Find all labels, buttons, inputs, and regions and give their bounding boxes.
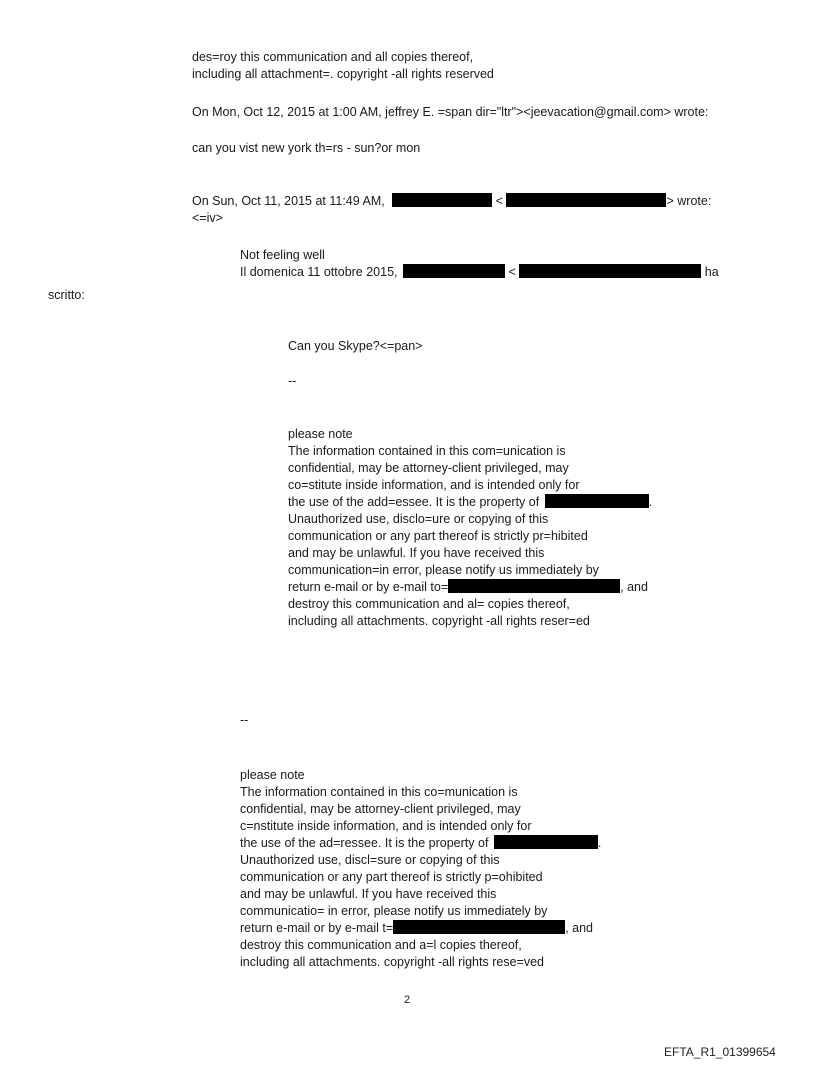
notice-line	[240, 920, 593, 936]
notice-line: please note	[240, 768, 305, 782]
page-number: 2	[404, 994, 411, 1006]
notice-line: communicatio= in error, please notify us immediately by	[240, 904, 548, 918]
notice-line: confidential, may be attorney-client privileged, may	[240, 802, 521, 816]
notice-line: confidential, may be attorney-client privileged, may	[288, 461, 569, 475]
notice-line: The information contained in this co=munication is	[240, 785, 518, 799]
document-id-footer: EFTA_R1_01399654	[664, 1045, 776, 1059]
notice-line: communication or any part thereof is strictly pr=hibited	[288, 529, 588, 543]
notice-line	[288, 579, 648, 595]
notice-line: destroy this communication and al= copies thereof,	[288, 597, 570, 611]
redaction-box	[519, 264, 701, 278]
message-body: Not feeling well	[240, 248, 325, 262]
text-line: scritto:	[48, 288, 85, 302]
text-line: des=roy this communication and all copies thereof,	[192, 50, 474, 64]
message-body: can you vist new york th=rs - sun?or mon	[192, 141, 421, 155]
notice-line: and may be unlawful. If you have received this	[240, 887, 497, 901]
notice-line: communication or any part thereof is strictly p=ohibited	[240, 870, 543, 884]
notice-text: .	[597, 836, 602, 850]
notice-line: communication=in error, please notify us immediately by	[288, 563, 599, 577]
notice-line: The information contained in this com=unication is	[288, 444, 566, 458]
notice-text: .	[648, 495, 653, 509]
redaction-box	[393, 920, 565, 934]
text-line: <=iv>	[192, 211, 223, 225]
notice-line: please note	[288, 427, 353, 441]
header-text: Il domenica 11 ottobre 2015,	[240, 265, 398, 279]
notice-text: the use of the ad=ressee. It is the property of	[240, 836, 489, 850]
header-text: <	[508, 265, 516, 279]
redaction-box	[403, 264, 505, 278]
notice-line: c=nstitute inside information, and is intended only for	[240, 819, 532, 833]
notice-text: , and	[565, 921, 593, 935]
notice-line	[240, 835, 601, 851]
header-text: > wrote:	[666, 194, 712, 208]
redaction-box	[494, 835, 598, 849]
notice-line: destroy this communication and a=l copies thereof,	[240, 938, 522, 952]
notice-text: return e-mail or by e-mail t=	[240, 921, 394, 935]
notice-line	[288, 494, 652, 510]
notice-line: Unauthorized use, discl=sure or copying of this	[240, 853, 500, 867]
header-text: <	[495, 194, 503, 208]
redaction-box	[448, 579, 620, 593]
header-text: On Sun, Oct 11, 2015 at 11:49 AM,	[192, 194, 385, 208]
notice-text: , and	[620, 580, 648, 594]
redaction-box	[392, 193, 492, 207]
reply-header: On Mon, Oct 12, 2015 at 1:00 AM, jeffrey E. =span dir="ltr"><jeevacation@gmail.com> wrote:	[192, 105, 709, 119]
message-body: Can you Skype?<=pan>	[288, 339, 423, 353]
notice-line: and may be unlawful. If you have received this	[288, 546, 545, 560]
notice-line: Unauthorized use, disclo=ure or copying of this	[288, 512, 549, 526]
notice-line: co=stitute inside information, and is intended only for	[288, 478, 580, 492]
notice-line: including all attachments. copyright -all rights reser=ed	[288, 614, 590, 628]
notice-text: return e-mail or by e-mail to=	[288, 580, 449, 594]
redaction-box	[545, 494, 649, 508]
reply-header	[240, 264, 719, 280]
text-line: including all attachment=. copyright -all rights reserved	[192, 67, 494, 81]
separator: --	[288, 374, 297, 388]
notice-line: including all attachments. copyright -all rights rese=ved	[240, 955, 544, 969]
redaction-box	[506, 193, 666, 207]
notice-text: the use of the add=essee. It is the property of	[288, 495, 540, 509]
header-text: ha	[704, 265, 719, 279]
reply-header	[192, 193, 711, 209]
separator: --	[240, 713, 249, 727]
